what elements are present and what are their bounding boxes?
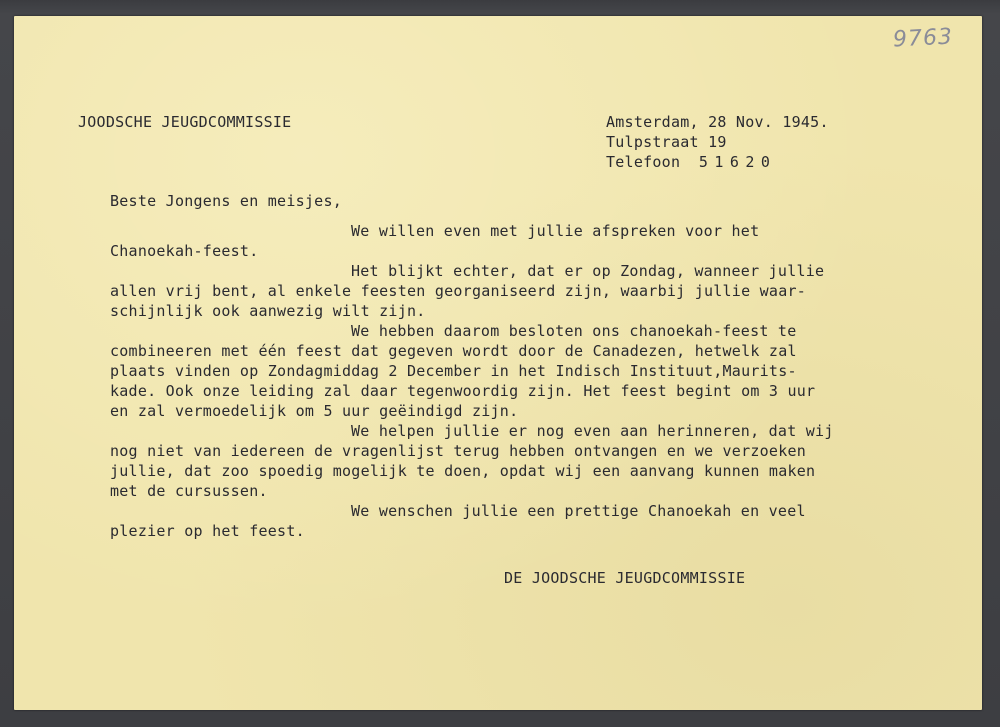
body-line: We helpen jullie er nog even aan herinneren, dat wij — [351, 422, 834, 440]
body-line: allen vrij bent, al enkele feesten georganiseerd zijn, waarbij jullie waar- — [110, 282, 807, 300]
place-date: Amsterdam, 28 Nov. 1945. — [606, 113, 829, 131]
body-line: combineeren met één feest dat gegeven wordt door de Canadezen, hetwelk zal — [110, 342, 797, 360]
organization-header: JOODSCHE JEUGDCOMMISSIE — [78, 113, 292, 131]
signature: DE JOODSCHE JEUGDCOMMISSIE — [504, 569, 746, 587]
body-line: Chanoekah-feest. — [110, 242, 259, 260]
phone-line — [606, 152, 776, 172]
phone-label: Telefoon — [606, 153, 681, 171]
body-line: Het blijkt echter, dat er op Zondag, wanneer jullie — [351, 262, 825, 280]
street-address: Tulpstraat 19 — [606, 133, 727, 151]
body-line: We willen even met jullie afspreken voor het — [351, 222, 760, 240]
body-line: met de cursussen. — [110, 482, 268, 500]
salutation: Beste Jongens en meisjes, — [110, 192, 343, 210]
body-line: kade. Ook onze leiding zal daar tegenwoordig zijn. Het feest begint om 3 uur — [110, 382, 816, 400]
body-line: We wenschen jullie een prettige Chanoekah en veel — [351, 502, 806, 520]
phone-number: 51620 — [698, 153, 777, 171]
body-line: schijnlijk ook aanwezig wilt zijn. — [110, 302, 426, 320]
archive-number: 9763 — [892, 24, 954, 53]
body-line: plezier op het feest. — [110, 522, 305, 540]
body-line: jullie, dat zoo spoedig mogelijk te doen, opdat wij een aanvang kunnen maken — [110, 462, 816, 480]
body-line: plaats vinden op Zondagmiddag 2 December in het Indisch Instituut,Maurits- — [110, 362, 797, 380]
body-line: en zal vermoedelijk om 5 uur geëindigd zijn. — [110, 402, 519, 420]
body-line: nog niet van iedereen de vragenlijst terug hebben ontvangen en we verzoeken — [110, 442, 807, 460]
body-line: We hebben daarom besloten ons chanoekah-feest te — [351, 322, 797, 340]
